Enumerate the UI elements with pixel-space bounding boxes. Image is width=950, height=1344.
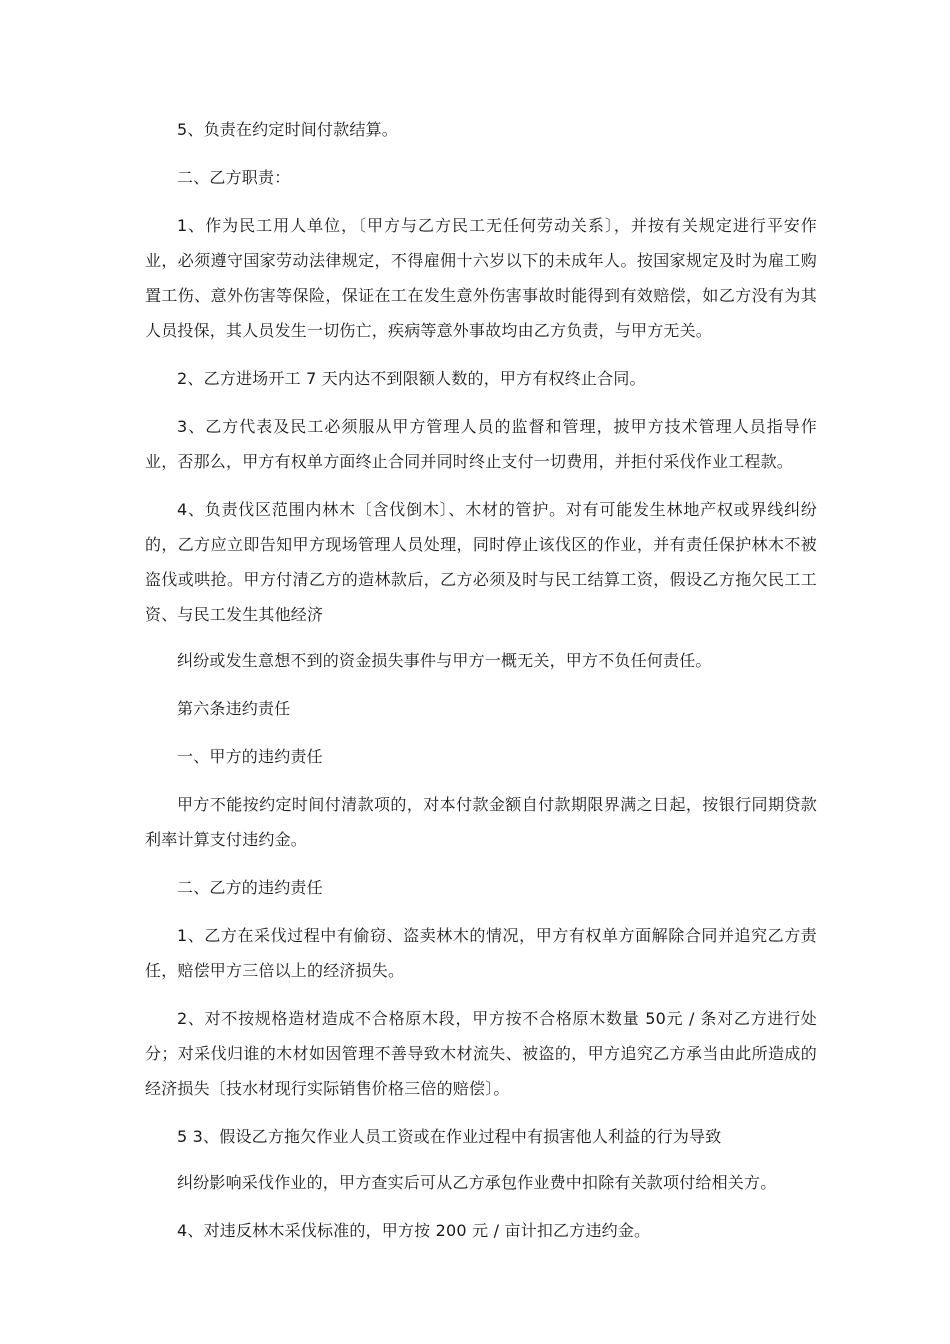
heading-party-a-liability: 一、甲方的违约责任 <box>177 747 323 766</box>
paragraph-dispute-liability: 纠纷或发生意想不到的资金损失事件与甲方一概无关，甲方不负任何责任。 <box>177 651 712 670</box>
paragraph-staffing-deadline: 2、乙方进场开工 7 天内达不到限额人数的，甲方有权终止合同。 <box>177 369 646 388</box>
document-body <box>145 112 817 1261</box>
paragraph-payment-settlement: 5、负责在约定时间付款结算。 <box>177 120 398 139</box>
paragraph-wage-arrears: 5 3、假设乙方拖欠作业人员工资或在作业过程中有损害他人利益的行为导致 <box>177 1127 722 1146</box>
heading-party-b-duties: 二、乙方职责： <box>177 168 291 187</box>
paragraph-theft-penalty: 1、乙方在采伐过程中有偷窃、盗卖林木的情况，甲方有权单方面解除合同并追究乙方责任，赔偿甲方三倍以上的经济损失。 <box>145 926 817 980</box>
paragraph-wage-deduction: 纠纷影响采伐作业的，甲方查实后可从乙方承包作业费中扣除有关款项付给相关方。 <box>177 1173 777 1192</box>
paragraph-forest-protection: 4、负责伐区范围内林木〔含伐倒木〕、木材的管护。对有可能发生林地产权或界线纠纷的，乙方应立即告知甲方现场管理人员处理，同时停止该伐区的作业，并有责任保护林木不被盗伐或哄抢。甲方付清乙方的造林款后，乙方必须及时与民工结算工资，假设乙方拖欠民工工资、与民工发生其他经济 <box>145 500 817 624</box>
heading-party-b-liability: 二、乙方的违约责任 <box>177 878 323 897</box>
paragraph-management-compliance: 3、乙方代表及民工必须服从甲方管理人员的监督和管理，披甲方技术管理人员指导作业，否那么，甲方有权单方面终止合同并同时终止支付一切费用，并拒付采伐作业工程款。 <box>145 417 817 471</box>
paragraph-logging-standard-penalty: 4、对违反林木采伐标准的，甲方按 200 元 / 亩计扣乙方违约金。 <box>177 1221 651 1240</box>
paragraph-timber-quality-penalty: 2、对不按规格造材造成不合格原木段，甲方按不合格原木数量 50元 / 条对乙方进行处分；对采伐归谁的木材如因管理不善导致木材流失、被盗的，甲方追究乙方承当由此所造成的经济损失〔技水材现行实际销售价格三倍的赔偿〕。 <box>145 1009 817 1098</box>
paragraph-late-payment-penalty: 甲方不能按约定时间付清款项的，对本付款金额自付款期限界满之日起，按银行同期贷款利率计算支付违约金。 <box>145 795 817 849</box>
heading-article-six: 第六条违约责任 <box>177 699 291 718</box>
paragraph-employer-obligations: 1、作为民工用人单位，〔甲方与乙方民工无任何劳动关系〕，并按有关规定进行平安作业，必须遵守国家劳动法律规定，不得雇佣十六岁以下的未成年人。按国家规定及时为雇工购置工伤、意外伤害等保险，保证在工在发生意外伤害事故时能得到有效赔偿，如乙方没有为其人员投保，其人员发生一切伤亡，疾病等意外事故均由乙方负责，与甲方无关。 <box>145 216 817 340</box>
